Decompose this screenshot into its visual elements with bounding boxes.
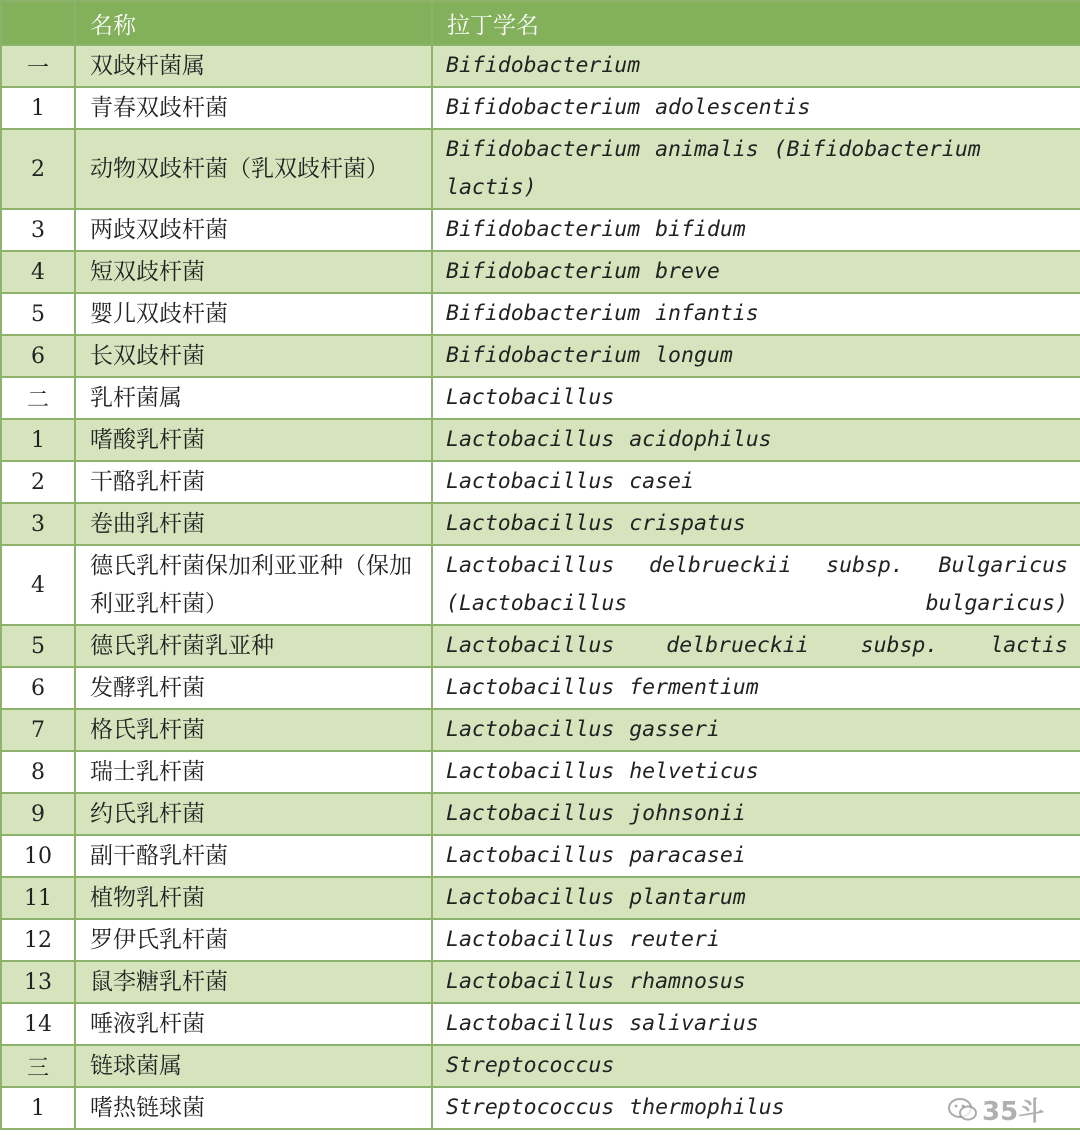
table-row — [1, 87, 1080, 129]
row-index: 4 — [1, 251, 75, 293]
table-row — [1, 625, 1080, 667]
table-row — [1, 209, 1080, 251]
row-index: 1 — [1, 1087, 75, 1129]
row-chinese-name: 鼠李糖乳杆菌 — [75, 961, 432, 1003]
row-chinese-name: 德氏乳杆菌乳亚种 — [75, 625, 432, 667]
row-latin-name: Lactobacillus — [432, 377, 1080, 419]
table-row — [1, 1045, 1080, 1087]
row-chinese-name: 唾液乳杆菌 — [75, 1003, 432, 1045]
row-index: 8 — [1, 751, 75, 793]
row-index: 三 — [1, 1045, 75, 1087]
row-index: 7 — [1, 709, 75, 751]
row-chinese-name: 嗜酸乳杆菌 — [75, 419, 432, 461]
row-latin-name: Lactobacillus reuteri — [432, 919, 1080, 961]
row-latin-name: Lactobacillus gasseri — [432, 709, 1080, 751]
row-latin-name: Bifidobacterium infantis — [432, 293, 1080, 335]
row-index: 11 — [1, 877, 75, 919]
row-index: 6 — [1, 667, 75, 709]
row-latin-name: Lactobacillus delbrueckii subsp. lactis — [432, 625, 1080, 667]
row-latin-name: Bifidobacterium breve — [432, 251, 1080, 293]
table-row — [1, 1003, 1080, 1045]
row-index: 3 — [1, 503, 75, 545]
row-index: 9 — [1, 793, 75, 835]
row-latin-name: Lactobacillus rhamnosus — [432, 961, 1080, 1003]
row-latin-name: Streptococcus — [432, 1045, 1080, 1087]
row-index: 3 — [1, 209, 75, 251]
row-latin-name: Bifidobacterium animalis (Bifidobacterium lactis) — [432, 129, 1080, 209]
row-chinese-name: 青春双歧杆菌 — [75, 87, 432, 129]
table-row — [1, 503, 1080, 545]
row-latin-name: Lactobacillus casei — [432, 461, 1080, 503]
row-chinese-name: 格氏乳杆菌 — [75, 709, 432, 751]
table-row — [1, 545, 1080, 625]
row-index: 12 — [1, 919, 75, 961]
row-latin-name: Lactobacillus crispatus — [432, 503, 1080, 545]
row-index: 4 — [1, 545, 75, 625]
row-latin-name: Lactobacillus johnsonii — [432, 793, 1080, 835]
header-latin-cell: 拉丁学名 — [432, 1, 1080, 45]
row-index: 2 — [1, 129, 75, 209]
row-index: 2 — [1, 461, 75, 503]
row-latin-name: Lactobacillus plantarum — [432, 877, 1080, 919]
row-chinese-name: 干酪乳杆菌 — [75, 461, 432, 503]
table-header-row — [1, 1, 1080, 45]
table-row — [1, 709, 1080, 751]
row-index: 5 — [1, 625, 75, 667]
row-index: 二 — [1, 377, 75, 419]
row-latin-name: Lactobacillus delbrueckii subsp. Bulgaricus (Lactobacillus bulgaricus) — [432, 545, 1080, 625]
row-latin-name: Lactobacillus helveticus — [432, 751, 1080, 793]
table-row — [1, 751, 1080, 793]
row-chinese-name: 瑞士乳杆菌 — [75, 751, 432, 793]
row-chinese-name: 长双歧杆菌 — [75, 335, 432, 377]
row-latin-name: Lactobacillus acidophilus — [432, 419, 1080, 461]
row-chinese-name: 嗜热链球菌 — [75, 1087, 432, 1129]
table-row — [1, 293, 1080, 335]
row-chinese-name: 婴儿双歧杆菌 — [75, 293, 432, 335]
row-index: 5 — [1, 293, 75, 335]
row-latin-name: Lactobacillus salivarius — [432, 1003, 1080, 1045]
row-chinese-name: 两歧双歧杆菌 — [75, 209, 432, 251]
table-row — [1, 961, 1080, 1003]
table-row — [1, 335, 1080, 377]
row-latin-name: Bifidobacterium adolescentis — [432, 87, 1080, 129]
table-row — [1, 793, 1080, 835]
row-chinese-name: 动物双歧杆菌（乳双歧杆菌） — [75, 129, 432, 209]
table-row — [1, 461, 1080, 503]
row-chinese-name: 副干酪乳杆菌 — [75, 835, 432, 877]
row-chinese-name: 链球菌属 — [75, 1045, 432, 1087]
row-chinese-name: 双歧杆菌属 — [75, 45, 432, 87]
table-row — [1, 45, 1080, 87]
row-chinese-name: 罗伊氏乳杆菌 — [75, 919, 432, 961]
row-index: 1 — [1, 87, 75, 129]
row-latin-name: Lactobacillus paracasei — [432, 835, 1080, 877]
wechat-icon — [948, 1097, 978, 1123]
table-row — [1, 419, 1080, 461]
row-latin-name: Bifidobacterium longum — [432, 335, 1080, 377]
row-index: 14 — [1, 1003, 75, 1045]
row-chinese-name: 乳杆菌属 — [75, 377, 432, 419]
watermark-text: 35斗 — [982, 1097, 1045, 1127]
row-chinese-name: 短双歧杆菌 — [75, 251, 432, 293]
row-index: 10 — [1, 835, 75, 877]
row-latin-name: Streptococcus thermophilus — [432, 1087, 1080, 1129]
table-row — [1, 1087, 1080, 1129]
row-chinese-name: 德氏乳杆菌保加利亚亚种（保加利亚乳杆菌） — [75, 545, 432, 625]
row-index: 6 — [1, 335, 75, 377]
watermark — [948, 1091, 1068, 1135]
row-chinese-name: 植物乳杆菌 — [75, 877, 432, 919]
row-latin-name: Lactobacillus fermentium — [432, 667, 1080, 709]
table-row — [1, 835, 1080, 877]
table-row — [1, 377, 1080, 419]
row-index: 13 — [1, 961, 75, 1003]
table-row — [1, 667, 1080, 709]
row-index: 1 — [1, 419, 75, 461]
table-row — [1, 251, 1080, 293]
header-name-cell: 名称 — [75, 1, 432, 45]
header-index-cell — [1, 1, 75, 45]
row-latin-name: Bifidobacterium bifidum — [432, 209, 1080, 251]
row-index: 一 — [1, 45, 75, 87]
row-chinese-name: 约氏乳杆菌 — [75, 793, 432, 835]
row-latin-name: Bifidobacterium — [432, 45, 1080, 87]
row-chinese-name: 发酵乳杆菌 — [75, 667, 432, 709]
row-chinese-name: 卷曲乳杆菌 — [75, 503, 432, 545]
table-row — [1, 129, 1080, 209]
table-row — [1, 877, 1080, 919]
table-row — [1, 919, 1080, 961]
